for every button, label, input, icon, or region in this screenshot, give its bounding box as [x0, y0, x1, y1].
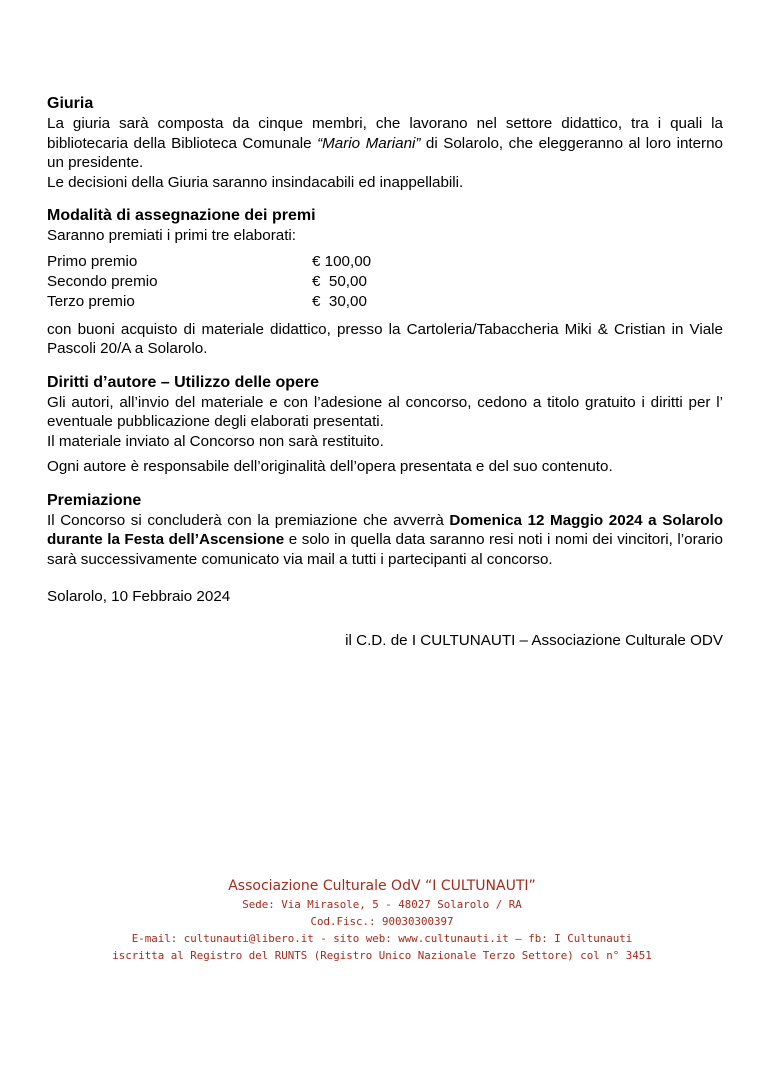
- premiazione-text-a: Il Concorso si concluderà con la premiazione che avverrà: [47, 511, 450, 529]
- giuria-text-b: di Solarolo, che eleggeranno al loro interno un presidente.: [47, 134, 724, 171]
- section-diritti: [47, 373, 723, 477]
- prize-row: [47, 272, 723, 292]
- section-giuria: [47, 94, 723, 192]
- section-title-diritti: Diritti d’autore – Utilizzo delle opere: [47, 373, 320, 391]
- document-date: Solarolo, 10 Febbraio 2024: [47, 588, 231, 605]
- giuria-text-a: La giuria sarà composta da cinque membri, che lavorano nel settore didattico, tra i quali la bibliotecaria della Biblioteca Comunale: [47, 115, 723, 152]
- section-title-modalita: Modalità di assegnazione dei premi: [47, 207, 316, 224]
- giuria-paragraph: [47, 114, 723, 173]
- contact-info: E-mail: cultunauti@libero.it - sito web: www.cultunauti.it – fb: I Cultunauti: [131, 932, 633, 945]
- prize-row: [47, 292, 723, 312]
- library-name: “Mario Mariani”: [317, 134, 421, 152]
- letterhead-footer: [0, 876, 764, 964]
- prize-row: [47, 252, 723, 272]
- premiazione-text-b: e solo in quella data saranno resi noti i nomi dei vincitori, l’orario sarà successivamente comunicato via mail a tutti i partecipanti al concorso.: [47, 531, 723, 568]
- prize-amount: € 30,00: [312, 292, 367, 310]
- signature: il C.D. de I CULTUNAUTI – Associazione Culturale ODV: [345, 631, 723, 649]
- diritti-paragraph-1: Gli autori, all’invio del materiale e con l’adesione al concorso, cedono a titolo gratuito i diritti per l’ eventuale pubblicazione degli elaborati presentati.: [47, 393, 723, 430]
- prize-amount: € 50,00: [312, 272, 367, 290]
- prize-amount: € 100,00: [312, 252, 372, 270]
- fiscal-code: Cod.Fisc.: 90030300397: [310, 915, 454, 928]
- section-premiazione: [47, 491, 723, 570]
- prize-name: Secondo premio: [47, 272, 158, 290]
- document-body: [47, 94, 723, 650]
- giuria-decisions: Le decisioni della Giuria saranno insindacabili ed inappellabili.: [47, 173, 464, 191]
- runts-registration: iscritta al Registro del RUNTS (Registro Unico Nazionale Terzo Settore) col n° 3451: [112, 949, 652, 962]
- section-modalita: [47, 206, 723, 359]
- premiazione-paragraph: [47, 511, 723, 570]
- prize-name: Primo premio: [47, 252, 138, 270]
- modalita-outro: con buoni acquisto di materiale didattico, presso la Cartoleria/Tabaccheria Miki & Cristian in Viale Pascoli 20/A a Solarolo.: [47, 320, 723, 357]
- diritti-paragraph-3: Ogni autore è responsabile dell’originalità dell’opera presentata e del suo contenuto.: [47, 458, 613, 475]
- association-name: Associazione Culturale OdV “I CULTUNAUTI”: [228, 878, 536, 894]
- association-address: Sede: Via Mirasole, 5 - 48027 Solarolo / RA: [242, 898, 522, 911]
- event-date-place: Domenica 12 Maggio 2024 a Solarolo durante la Festa dell’Ascensione: [47, 511, 723, 548]
- modalita-intro: Saranno premiati i primi tre elaborati:: [47, 227, 297, 244]
- prize-list: [47, 252, 723, 312]
- diritti-paragraph-2: Il materiale inviato al Concorso non sarà restituito.: [47, 432, 384, 450]
- section-title-premiazione: Premiazione: [47, 491, 142, 509]
- prize-name: Terzo premio: [47, 292, 135, 310]
- section-title-giuria: Giuria: [47, 95, 94, 112]
